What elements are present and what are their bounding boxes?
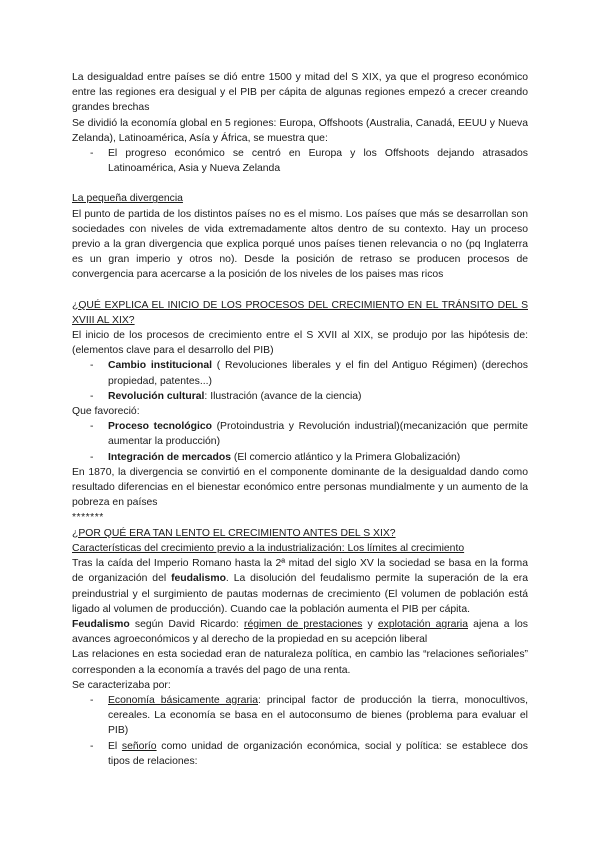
bullet-text: (El comercio atlántico y la Primera Globalización) — [231, 451, 461, 463]
paragraph-desigualdad: La desigualdad entre países se dió entre 1500 y mitad del S XIX, ya que el progreso económico entre las regiones era desigual y el PIB per cápita de algunas regiones empezó a crecer creando grandes brechas — [72, 72, 528, 114]
paragraph-feudalismo-intro — [72, 556, 528, 617]
text-span: y — [362, 618, 378, 630]
bullet-text: como unidad de organización económica, social y política: se establece dos tipos de relaciones: — [108, 740, 528, 767]
bullet-text: : Ilustración (avance de la ciencia) — [204, 390, 362, 402]
term-feudalismo-ricardo: Feudalismo — [72, 618, 130, 630]
paragraph-regiones: Se dividió la economía global en 5 regiones: Europa, Offshoots (Australia, Canadá, EEUU y Nueva Zelanda), Latinoamérica, Asía y África, se muestra que: — [72, 117, 528, 144]
bullet-text: : principal factor de producción la tierra, monocultivos, cereales. La economía se basa en el autoconsumo de bienes (problema para evaluar el PIB) — [108, 694, 528, 737]
heading-pequena-divergencia: La pequeña divergencia — [72, 193, 183, 205]
bullet-progreso-europa: - El progreso económico se centró en Europa y los Offshoots dejando atrasados Latinoamérica, Asia y Nueva Zelanda — [72, 146, 528, 176]
heading-crecimiento-lento: ¿POR QUÉ ERA TAN LENTO EL CRECIMIENTO ANTES DEL S XIX? — [72, 527, 396, 539]
bullet-senorio — [72, 739, 528, 769]
bullet-text: ( Revoluciones liberales y el fin del Antiguo Régimen) (derechos propiedad, patentes...) — [108, 360, 528, 387]
term-revolucion-cultural: Revolución cultural — [108, 390, 205, 402]
text-span: según David Ricardo: — [129, 618, 244, 630]
term-explotacion-agraria: explotación agraria — [377, 618, 468, 630]
term-proceso-tecnologico: Proceso tecnológico — [108, 421, 212, 433]
term-regimen-prestaciones: régimen de prestaciones — [244, 618, 363, 630]
term-economia-agraria: Economía básicamente agraria — [108, 694, 258, 706]
bullet-list-caracteristicas — [72, 693, 528, 769]
bullet-economia-agraria — [72, 693, 528, 739]
bullet-text: (Protoindustria y Revolución industrial)(mecanización que permite aumentar la producción) — [108, 421, 528, 448]
bullet-list-progreso — [72, 146, 528, 176]
document-body — [72, 70, 528, 769]
separator-stars: ******* — [72, 512, 104, 524]
term-cambio-institucional: Cambio institucional — [108, 360, 213, 372]
bullet-list-favorecio — [72, 419, 528, 465]
heading-inicio-crecimiento: ¿QUÉ EXPLICA EL INICIO DE LOS PROCESOS DEL CRECIMIENTO EN EL TRÁNSITO DEL S XVIII AL XIX? — [72, 299, 528, 326]
bullet-integracion-mercados — [72, 450, 528, 465]
bullet-list-hipotesis — [72, 358, 528, 404]
term-integracion-mercados: Integración de mercados — [108, 451, 231, 463]
paragraph-caracterizaba: Se caracterizaba por: — [72, 679, 171, 691]
text-span: ajena a los avances agroeconómicos y al derecho de la propiedad en su acepción liberal — [72, 618, 528, 646]
bullet-revolucion-cultural — [72, 389, 528, 404]
heading-caracteristicas: Características del crecimiento previo a la industrialización: Los límites al crecimiento — [72, 542, 465, 554]
paragraph-hipotesis: El inicio de los procesos de crecimiento entre el S XVII al XIX, se produjo por las hipótesis de: (elementos clave para el desarrollo del PIB) — [72, 330, 528, 357]
text-span: El — [108, 740, 122, 752]
text-span: Tras la caída del Imperio Romano hasta la 2ª mitad del siglo XV la sociedad se basa en la forma de organización del — [72, 558, 528, 585]
term-senorio: señorío — [121, 740, 157, 752]
text-span: . La disolución del feudalismo permite la superación de la era preindustrial y el surgimiento de pautas modernas de crecimiento (El volumen de población está ligado al volumen de producción). Cuando cae la población aumenta el PIB per cápita. — [72, 573, 528, 615]
term-feudalismo: feudalismo — [171, 573, 226, 585]
bullet-proceso-tecnologico — [72, 419, 528, 449]
paragraph-feudalismo-ricardo — [72, 617, 528, 647]
paragraph-que-favorecio: Que favoreció: — [72, 406, 140, 418]
paragraph-1870: En 1870, la divergencia se convirtió en el componente dominante de la desigualdad dando como resultado diferencias en el bienestar económico entre personas mundialmente y un aumento de la pobreza en países — [72, 466, 528, 509]
paragraph-relaciones: Las relaciones en esta sociedad eran de naturaleza política, en cambio las “relaciones señoriales” corresponden a la economía a través del pago de una renta. — [72, 649, 528, 676]
bullet-cambio-institucional — [72, 358, 528, 388]
paragraph-punto-partida: El punto de partida de los distintos países no es el mismo. Los países que más se desarrollan son sociedades con niveles de vida extremadamente altos dentro de su contexto. Hay un proceso previo a la gran divergencia que explica porqué unos países tienen relevancia o no (pq Inglaterra es un gran imperio y otros no). Desde la posición de retraso se producen procesos de convergencia para acercarse a la posición de los niveles de los paises mas ricos — [72, 208, 528, 281]
